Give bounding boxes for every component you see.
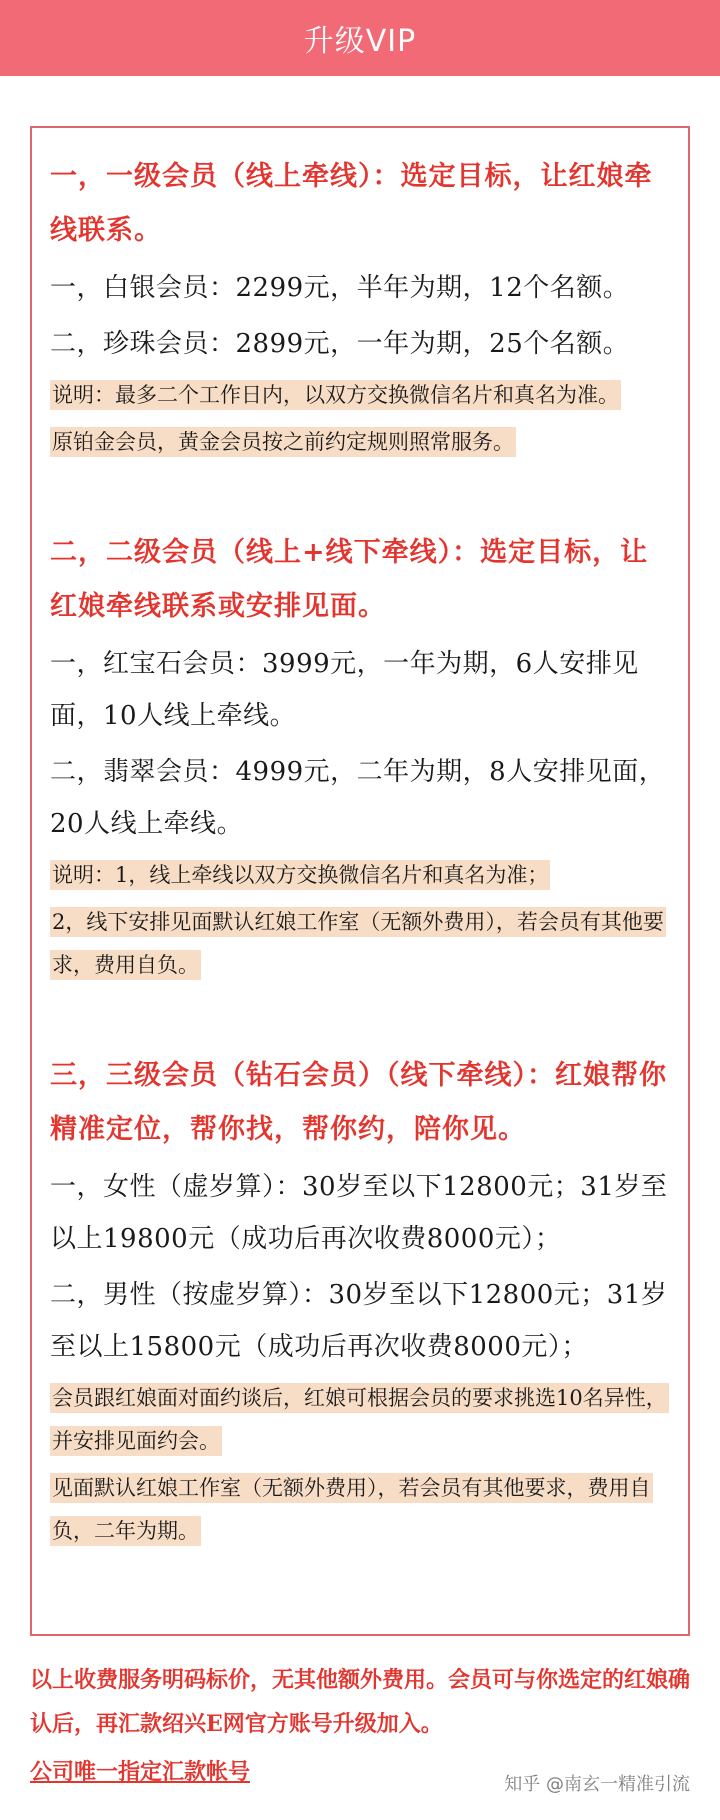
page-header xyxy=(0,0,720,76)
section-title: 一，一级会员（线上牵线）：选定目标，让红娘牵线联系。 xyxy=(50,161,653,246)
tier-female: 一，女性（虚岁算）：30岁至以下12800元；31岁至以上19800元（成功后再次收费8000元）； xyxy=(50,1172,668,1254)
note: 原铂金会员，黄金会员按之前约定规则照常服务。 xyxy=(50,421,672,464)
tier-jade: 二，翡翠会员：4999元，二年为期，8人安排见面，20人线上牵线。 xyxy=(50,757,666,839)
tier-male: 二，男性（按虚岁算）：30岁至以下12800元；31岁至以上15800元（成功后再次收费8000元）； xyxy=(50,1280,668,1362)
tier-ruby: 一，红宝石会员：3999元，一年为期，6人安排见面，10人线上牵线。 xyxy=(50,649,639,731)
note: 2，线下安排见面默认红娘工作室（无额外费用），若会员有其他要求，费用自负。 xyxy=(50,901,672,987)
section-title: 三，三级会员（钻石会员）（线下牵线）：红娘帮你精准定位，帮你找，帮你约，陪你见。 xyxy=(50,1060,667,1145)
page-title: 升级VIP xyxy=(303,24,417,59)
tier-silver: 一，白银会员：2299元，半年为期，12个名额。 xyxy=(50,273,630,303)
payment-account-link[interactable]: 公司唯一指定汇款帐号 xyxy=(30,1759,251,1785)
section-level-2 xyxy=(50,526,672,987)
section-level-1 xyxy=(50,150,672,464)
note: 会员跟红娘面对面约谈后，红娘可根据会员的要求挑选10名异性，并安排见面约会。 xyxy=(50,1377,672,1463)
watermark: 知乎 @南玄一精准引流 xyxy=(504,1774,690,1795)
section-title: 二，二级会员（线上+线下牵线）：选定目标，让红娘牵线联系或安排见面。 xyxy=(50,537,649,622)
membership-panel xyxy=(30,126,690,1636)
note: 说明：1，线上牵线以双方交换微信名片和真名为准； xyxy=(50,854,672,897)
note: 见面默认红娘工作室（无额外费用），若会员有其他要求，费用自负，二年为期。 xyxy=(50,1467,672,1553)
footer-text: 以上收费服务明码标价，无其他额外费用。会员可与你选定的红娘确认后，再汇款绍兴E网官方账号升级加入。 xyxy=(30,1667,691,1737)
note: 说明：最多二个工作日内，以双方交换微信名片和真名为准。 xyxy=(50,374,672,417)
section-level-3 xyxy=(50,1049,672,1553)
tier-pearl: 二，珍珠会员：2899元，一年为期，25个名额。 xyxy=(50,329,630,359)
